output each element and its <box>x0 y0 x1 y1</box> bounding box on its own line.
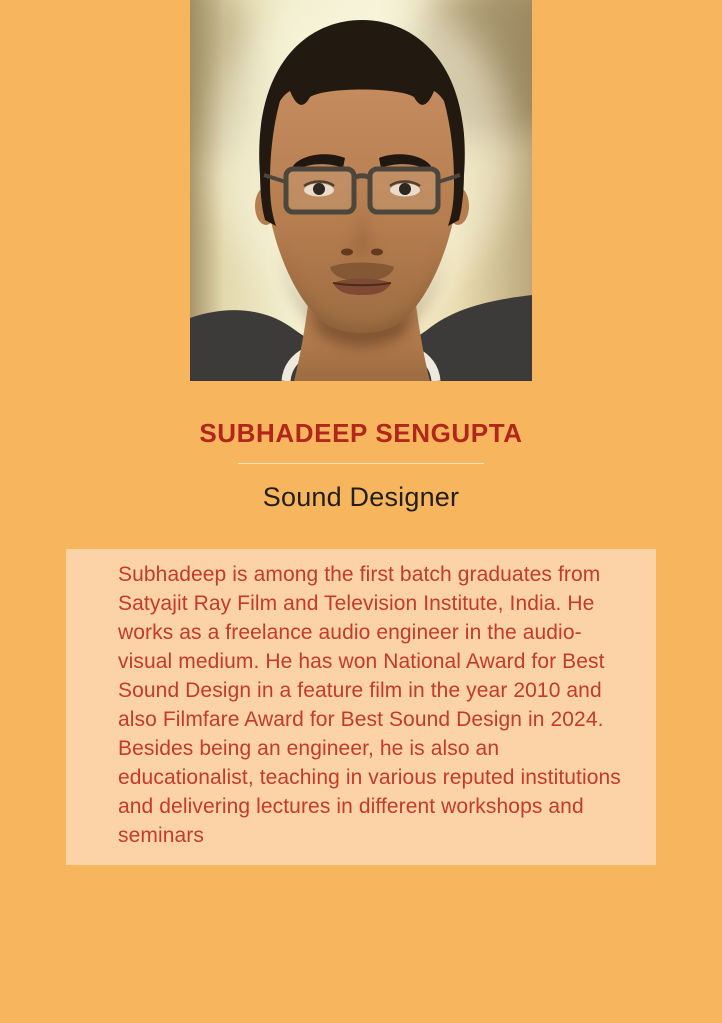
profile-name: SUBHADEEP SENGUPTA <box>199 418 523 448</box>
bio-panel <box>66 549 656 865</box>
profile-photo <box>190 0 532 381</box>
name-divider <box>238 463 484 464</box>
bio-text: Subhadeep is among the first batch graduates from Satyajit Ray Film and Television Institute, India. He works as a freelance audio engineer in the audio-visual medium. He has won National Award for Best Sound Design in a feature film in the year 2010 and also Filmfare Award for Best Sound Design in 2024. Besides being an engineer, he is also an educationalist, teaching in various reputed institutions and delivering lectures in different workshops and seminars <box>118 563 621 847</box>
profile-role: Sound Designer <box>262 482 460 512</box>
portrait-illustration <box>190 0 532 381</box>
